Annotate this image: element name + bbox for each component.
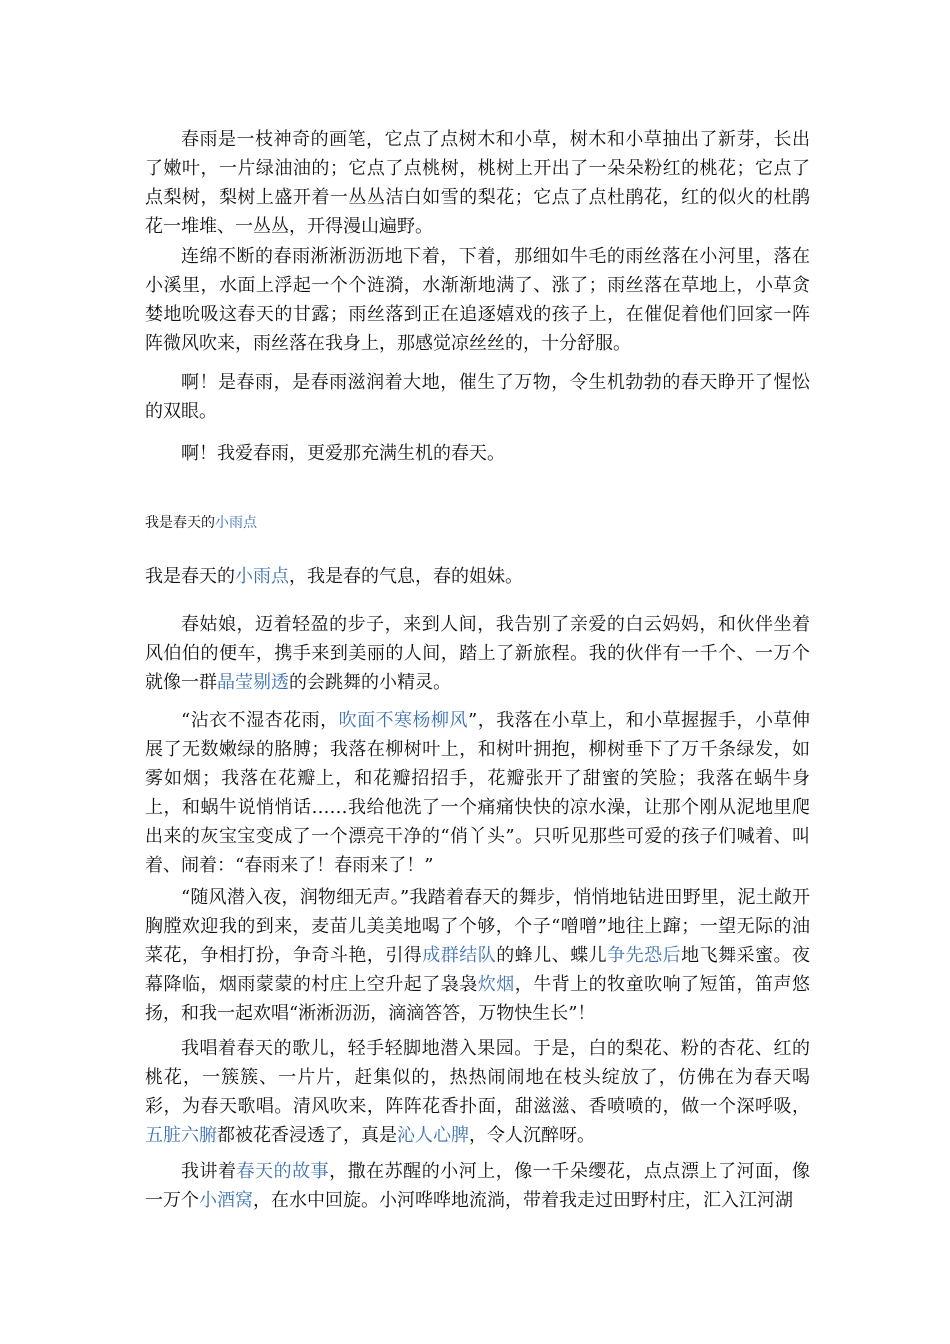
paragraph-night-wind xyxy=(145,883,810,1028)
link-chimney-smoke[interactable]: 炊烟 xyxy=(477,974,515,995)
paragraph-love-spring-rain xyxy=(145,439,810,468)
paragraph-spring-story xyxy=(145,1157,810,1215)
link-five-organs[interactable]: 五脏六腑 xyxy=(145,1125,217,1146)
link-in-swarms[interactable]: 成群结队 xyxy=(422,945,497,966)
section-title-link[interactable]: 小雨点 xyxy=(215,515,257,531)
paragraph-text: 都被花香浸透了，真是 xyxy=(217,1125,397,1146)
paragraph-text: 我讲着 xyxy=(181,1161,237,1182)
paragraph-text: 春姑娘，迈着轻盈的步子，来到人间，我告别了亲爱的白云妈妈，和伙伴坐着风伯伯的便车，携手来到美丽的人间，踏上了新旅程。我的伙伴有一千个、一万个就像一群 xyxy=(145,614,810,693)
link-spring-story[interactable]: 春天的故事 xyxy=(236,1161,330,1182)
paragraph-intro xyxy=(145,562,810,591)
section-title-text: 我是春天的 xyxy=(145,515,215,531)
paragraph-text: “沾衣不湿杏花雨， xyxy=(181,710,339,731)
paragraph-apricot-rain xyxy=(145,706,810,880)
paragraph-spring-rain-nourish xyxy=(145,368,810,426)
paragraph-text: ”，我落在小草上，和小草握握手，小草伸展了无数嫩绿的胳膊；我落在柳树叶上，和树叶拥抱，柳树垂下了万千条绿发，如雾如烟；我落在花瓣上，和花瓣招招手，花瓣张开了甜蜜的笑脸；我落在蜗牛身上，和蜗牛说悄悄话……我给他洗了一个痛痛快快的凉水澡，让那个刚从泥地里爬出来的灰宝宝变成了一个漂亮干净的“俏丫头”。只听见那些可爱的孩子们喊着、叫着、闹着：“春雨来了！春雨来了！” xyxy=(145,710,811,876)
intro-link[interactable]: 小雨点 xyxy=(235,566,289,587)
link-refreshing[interactable]: 沁人心脾 xyxy=(397,1125,469,1146)
paragraph-text: 的会跳舞的小精灵。 xyxy=(289,672,451,693)
paragraph-orchard xyxy=(145,1034,810,1150)
paragraph-text: 的蜂儿、蝶儿 xyxy=(496,945,608,966)
intro-text-suffix: ，我是春的气息，春的姐妹。 xyxy=(289,566,523,587)
paragraph-text: ，撒在苏醒的小河上，像一千朵缨花，点点漂上了河面，像一万个 xyxy=(145,1161,811,1211)
paragraph-text: 啊！是春雨，是春雨滋润着大地，催生了万物，令生机勃勃的春天睁开了惺忪的双眼。 xyxy=(145,372,810,422)
paragraph-text: 啊！我爱春雨，更爱那充满生机的春天。 xyxy=(181,443,505,464)
link-willow-wind[interactable]: 吹面不寒杨柳风 xyxy=(338,710,469,731)
paragraph-text: ，令人沉醉呀。 xyxy=(469,1125,595,1146)
paragraph-spring-rain-brush xyxy=(145,125,810,241)
paragraph-text: 我唱着春天的歌儿，轻手轻脚地潜入果园。于是，白的梨花、粉的杏花、红的桃花，一簇簇、一片片，赶集似的，热热闹闹地在枝头绽放了，仿佛在为春天喝彩，为春天歌唱。清风吹来，阵阵花香扑面，甜滋滋、香喷喷的，做一个深呼吸， xyxy=(145,1038,810,1117)
paragraph-text: 地飞舞采蜜。夜幕降临，烟雨蒙蒙的村庄上空升起了袅袅 xyxy=(145,945,811,995)
link-dimple[interactable]: 小酒窝 xyxy=(199,1190,253,1211)
link-crystal-clear[interactable]: 晶莹剔透 xyxy=(217,672,289,693)
paragraph-text: ，在水中回旋。小河哗哗地流淌，带着我走过田野村庄，汇入江河湖 xyxy=(253,1190,793,1211)
paragraph-text: ，牛背上的牧童吹响了短笛，笛声悠扬，和我一起欢唱“淅淅沥沥，滴滴答答，万物快生长”！ xyxy=(145,974,811,1024)
paragraph-continuous-rain xyxy=(145,242,810,358)
intro-text: 我是春天的 xyxy=(145,566,235,587)
paragraph-text: “随风潜入夜，润物细无声。”我踏着春天的舞步，悄悄地钻进田野里，泥土敞开胸膛欢迎我的到来，麦苗儿美美地喝了个够，个子“噌噌”地往上蹿；一望无际的油菜花，争相打扮，争奇斗艳，引得 xyxy=(145,887,810,966)
link-eager[interactable]: 争先恐后 xyxy=(607,945,682,966)
section-title xyxy=(145,513,257,533)
paragraph-text: 春雨是一枝神奇的画笔，它点了点树木和小草，树木和小草抽出了新芽，长出了嫩叶，一片绿油油的；它点了点桃树，桃树上开出了一朵朵粉红的桃花；它点了点梨树，梨树上盛开着一丛丛洁白如雪的梨花；它点了点杜鹃花，红的似火的杜鹃花一堆堆、一丛丛，开得漫山遍野。 xyxy=(145,129,810,237)
paragraph-text: 连绵不断的春雨淅淅沥沥地下着，下着，那细如牛毛的雨丝落在小河里，落在小溪里，水面上浮起一个个涟漪，水渐渐地满了、涨了；雨丝落在草地上，小草贪婪地吮吸这春天的甘露；雨丝落到正在追逐嬉戏的孩子上，在催促着他们回家一阵阵微风吹来，雨丝落在我身上，那感觉凉丝丝的，十分舒服。 xyxy=(145,246,810,354)
paragraph-spring-girl xyxy=(145,610,810,697)
